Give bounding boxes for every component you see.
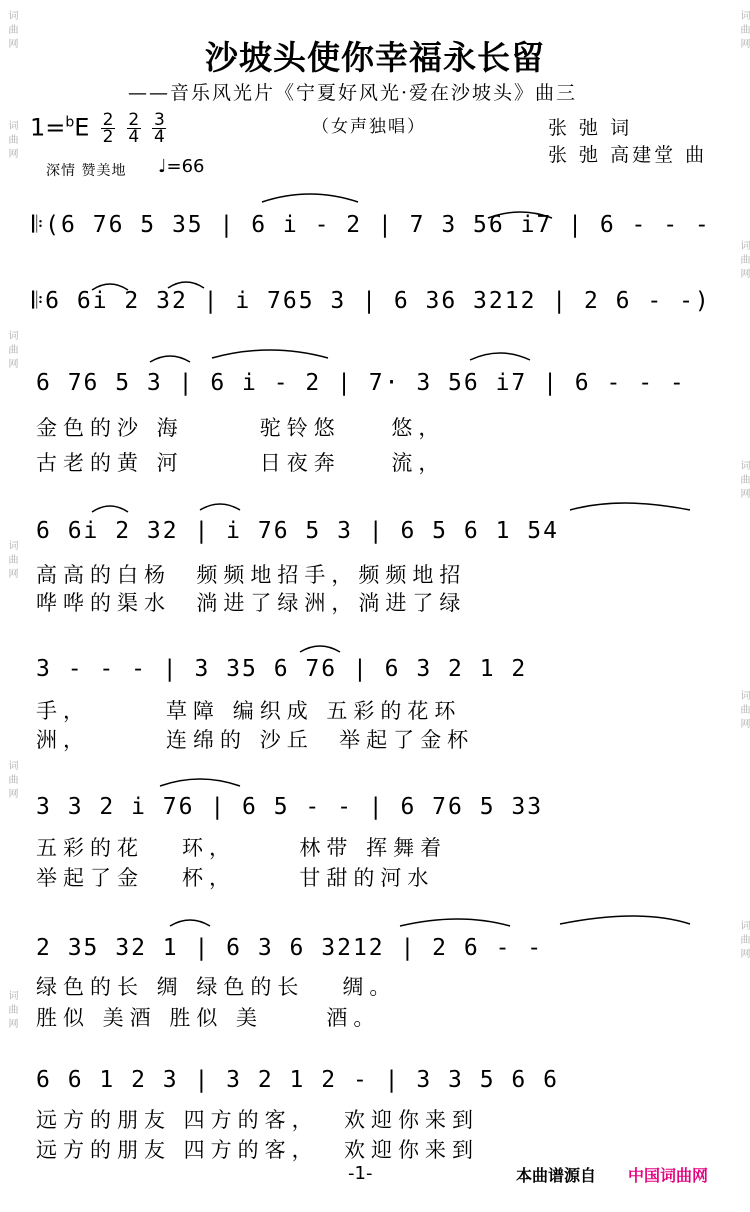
- meter: [127, 112, 141, 145]
- meter: [152, 112, 166, 145]
- staff-notes: 6 6 1 2 3 | 3 2 1 2 - | 3 3 5 6 6: [36, 1067, 559, 1093]
- meter-bottom: 2: [102, 127, 114, 147]
- meter-bottom: 4: [128, 127, 140, 147]
- watermark-left: 词曲网: [6, 330, 17, 372]
- staff-notes: 3 - - - | 3 35 6 76 | 6 3 2 1 2: [36, 656, 528, 682]
- lyric-line: 远方的朋友 四方的客， 欢迎你来到: [36, 1138, 480, 1162]
- lyric-line: 古老的黄 河 日夜奔 流，: [36, 451, 446, 475]
- key-signature: [30, 112, 166, 145]
- meter-top: 2: [102, 110, 114, 130]
- meter-bottom: 4: [153, 127, 165, 147]
- lyricist-credit: 张 弛 词: [548, 117, 633, 139]
- staff-notes: 6 76 5 3 | 6 i - 2 | 7· 3 56 i7 | 6 - - -: [36, 370, 686, 396]
- tempo-mark: ♩=66: [158, 156, 205, 177]
- lyric-line: 哗哗的渠水 淌进了绿洲，淌进了绿: [36, 591, 467, 615]
- lyric-line: 举起了金 杯， 甘甜的河水: [36, 866, 435, 890]
- watermark-left: 词曲网: [6, 990, 17, 1032]
- staff-notes: 6 6i 2 32 | i 76 5 3 | 6 5 6 1 54: [36, 518, 559, 544]
- staff-notes: 2 35 32 1 | 6 3 6 3212 | 2 6 - -: [36, 935, 544, 961]
- lyric-line: 手， 草障 编织成 五彩的花环: [36, 699, 462, 723]
- lyric-line: 绿色的长 绸 绿色的长 绸。: [36, 975, 397, 999]
- watermark-right: 词曲网: [738, 920, 749, 962]
- watermark-left: 词曲网: [6, 540, 17, 582]
- performance-note: （女声独唱）: [312, 117, 426, 137]
- key-flat: b: [65, 114, 75, 131]
- watermark-right: 词曲网: [738, 240, 749, 282]
- watermark-left: 词曲网: [6, 120, 17, 162]
- lyric-line: 五彩的花 环， 林带 挥舞着: [36, 836, 448, 860]
- staff-notes: 3 3 2 i 76 | 6 5 - - | 6 76 5 33: [36, 794, 544, 820]
- lyric-line: 高高的白杨 频频地招手，频频地招: [36, 563, 467, 587]
- key-note: E: [74, 113, 90, 142]
- key-prefix: 1=: [30, 113, 66, 142]
- staff-notes: 𝄆6 6i 2 32 | i 765 3 | 6 36 3212 | 2 6 - -): [32, 288, 711, 314]
- meter: [101, 112, 115, 145]
- meter-top: 3: [153, 110, 165, 130]
- composer-credit: 张 弛 高建堂 曲: [548, 144, 708, 166]
- page-number: -1-: [348, 1163, 373, 1184]
- source-site: 中国词曲网: [628, 1166, 709, 1185]
- song-subtitle: ——音乐风光片《宁夏好风光·爱在沙坡头》曲三: [128, 82, 578, 104]
- watermark-right: 词曲网: [738, 10, 749, 52]
- watermark-left: 词曲网: [6, 760, 17, 802]
- lyric-line: 远方的朋友 四方的客， 欢迎你来到: [36, 1108, 480, 1132]
- watermark-right: 词曲网: [738, 690, 749, 732]
- source-label: 本曲谱源自: [516, 1166, 597, 1185]
- watermark-right: 词曲网: [738, 460, 749, 502]
- lyric-line: 洲， 连绵的 沙丘 举起了金杯: [36, 728, 475, 752]
- staff-notes: 𝄆(6 76 5 35 | 6 i - 2 | 7 3 56 i7 | 6 - - -: [32, 212, 711, 238]
- lyric-line: 胜似 美酒 胜似 美 酒。: [36, 1006, 381, 1030]
- watermark-left: 词曲网: [6, 10, 17, 52]
- meter-top: 2: [128, 110, 140, 130]
- expression-mark: 深情 赞美地: [46, 163, 127, 179]
- lyric-line: 金色的沙 海 驼铃悠 悠，: [36, 416, 446, 440]
- song-title: 沙坡头使你幸福永长留: [205, 38, 545, 77]
